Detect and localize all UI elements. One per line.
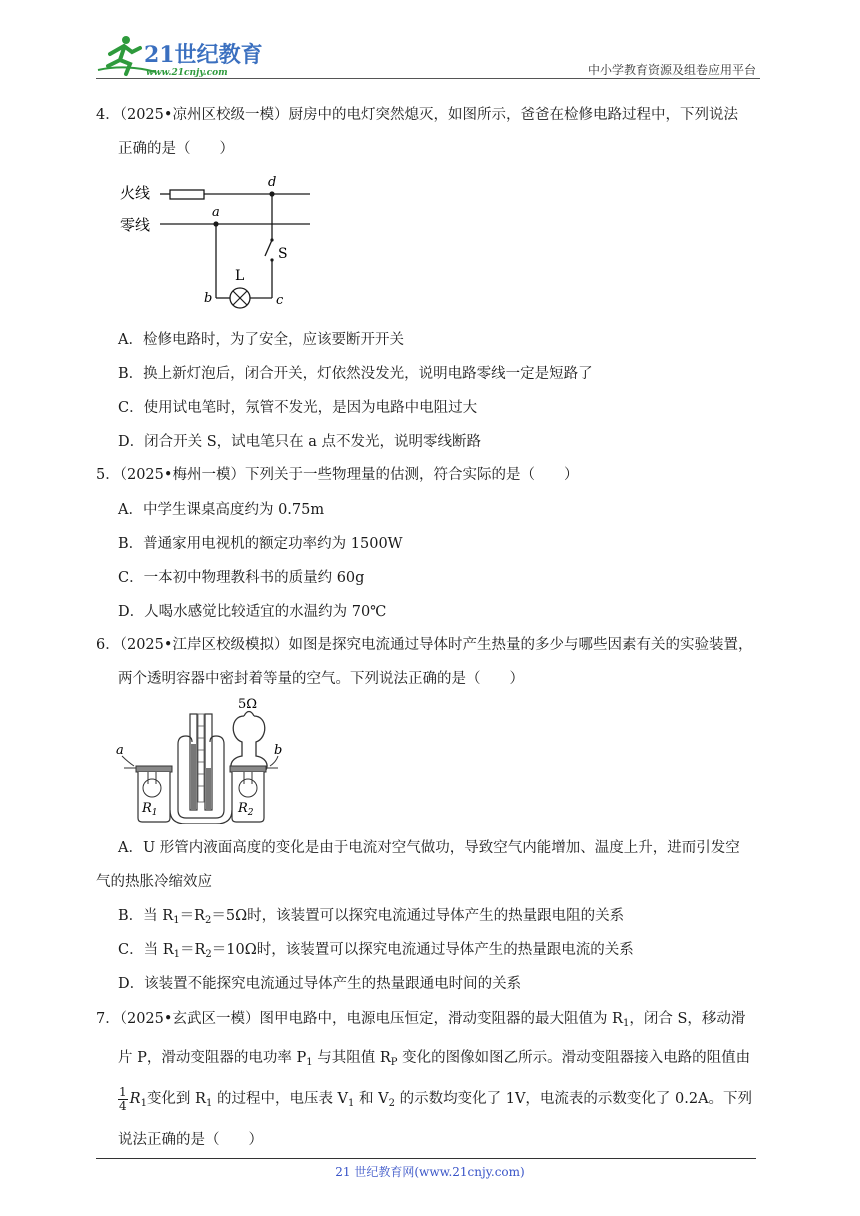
footer-divider <box>96 1158 756 1159</box>
point-d-label: d <box>268 175 277 190</box>
u-tube <box>170 714 232 824</box>
logo-text: 21世纪教育 <box>144 42 263 68</box>
experiment-apparatus <box>112 694 292 824</box>
logo-url: www.21cnjy.com <box>146 68 228 78</box>
point-c-label: c <box>276 293 284 308</box>
option-a[interactable]: A．检修电路时，为了安全，应该要断开开关 <box>118 332 404 348</box>
page-footer: 21 世纪教育网(www.21cnjy.com) <box>335 1165 525 1179</box>
question-stem: 4．（2025•凉州区校级一模）厨房中的电灯突然熄灭，如图所示，爸爸在检修电路过程中，下列说法 <box>96 107 738 123</box>
point-a-label: a <box>212 205 220 220</box>
question-5 <box>96 458 766 492</box>
question-source: （2025•凉州区校级一模） <box>119 107 289 123</box>
circuit-diagram <box>112 172 312 312</box>
terminal-a-label: a <box>116 743 124 758</box>
option-d[interactable]: D．该装置不能探究电流通过导体产生的热量跟通电时间的关系 <box>118 976 522 992</box>
question-6: 6．（2025•江岸区校级模拟）如图是探究电流通过导体时产生热量的多少与哪些因素有关的实验装置， 两个透明容器中密封着等量的空气。下列说法正确的是（ ） <box>96 628 766 696</box>
question-7: 7．（2025•玄武区一模）图甲电路中，电源电压恒定，滑动变阻器的最大阻值为 $R_1$，闭合 S，移动滑 片 P，滑动变阻器的电功率 $P_1$ 与其阻值 $R_P$ 变化的图像如图乙所示。滑动变阻器接入电路的阻值由 $\frac{1}{4}$ $R_1$变化到 $R_1$ 的过程中，电压表 $V_1$ 和 $V_2$ 的示数均变化了 1V，电流表的示数变化了 0.2A。下列 说法正确的是（ ） <box>96 1002 766 1157</box>
option-d[interactable]: D．人喝水感觉比较适宜的水温约为 70℃ <box>118 604 387 620</box>
option-b[interactable]: B．当 $R_1=R_2=5\Omega$时，该装置可以探究电流通过导体产生的热量跟电阻的关系 <box>118 908 625 926</box>
question-4: 4．（2025•凉州区校级一模）厨房中的电灯突然熄灭，如图所示，爸爸在检修电路过程中，下列说法 正确的是（ ） <box>96 98 766 166</box>
option-c[interactable]: C．当 $R_1=R_2=10\Omega$时，该装置可以探究电流通过导体产生的热量跟电流的关系 <box>118 942 634 960</box>
point-b-label: b <box>204 291 213 306</box>
neutral-wire-label: 零线 <box>120 216 151 234</box>
live-wire-label: 火线 <box>120 184 151 202</box>
option-a[interactable]: A．中学生课桌高度约为 0.75m <box>118 502 325 518</box>
fraction: $\frac{1}{4}$ <box>119 1084 127 1113</box>
switch-icon <box>265 240 272 256</box>
page-header <box>96 28 756 80</box>
question-source: （2025•玄武区一模） <box>119 1011 260 1027</box>
question-source: （2025•梅州一模） <box>119 467 245 483</box>
question-stem: 7．（2025•玄武区一模）图甲电路中，电源电压恒定，滑动变阻器的最大阻值为 $R_1$，闭合 S，移动滑 <box>96 1011 746 1029</box>
option-a[interactable]: A．U 形管内液面高度的变化是由于电流对空气做功，导致空气内能增加、温度上升，进而引发空 <box>118 840 740 856</box>
question-source: （2025•江岸区校级模拟） <box>119 637 289 653</box>
platform-name: 中小学教育资源及组卷应用平台 <box>587 63 756 77</box>
header-divider <box>96 78 760 79</box>
lamp-icon <box>230 288 250 308</box>
switch-label: S <box>278 246 288 262</box>
r1-label: $R_1$ <box>142 801 158 818</box>
question-stem: 5．（2025•梅州一模）下列关于一些物理量的估测，符合实际的是（ ） <box>96 467 579 483</box>
option-b[interactable]: B．普通家用电视机的额定功率约为 1500W <box>118 536 403 552</box>
lamp-label: L <box>235 268 245 284</box>
logo <box>96 34 266 78</box>
option-d[interactable]: D．闭合开关 S，试电笔只在 a 点不发光，说明零线断路 <box>118 434 482 450</box>
r2-label: $R_2$ <box>238 801 254 818</box>
option-a-continuation: 气的热胀冷缩效应 <box>96 874 212 890</box>
question-stem: 6．（2025•江岸区校级模拟）如图是探究电流通过导体时产生热量的多少与哪些因素有关的实验装置， <box>96 637 753 653</box>
fuse <box>170 190 204 199</box>
option-c[interactable]: C．使用试电笔时，氖管不发光，是因为电路中电阻过大 <box>118 400 478 416</box>
resistor-value-label: 5Ω <box>238 697 258 712</box>
option-b[interactable]: B．换上新灯泡后，闭合开关，灯依然没发光，说明电路零线一定是短路了 <box>118 366 593 382</box>
terminal-b-label: b <box>274 743 283 758</box>
option-c[interactable]: C．一本初中物理教科书的质量约 60g <box>118 570 365 586</box>
